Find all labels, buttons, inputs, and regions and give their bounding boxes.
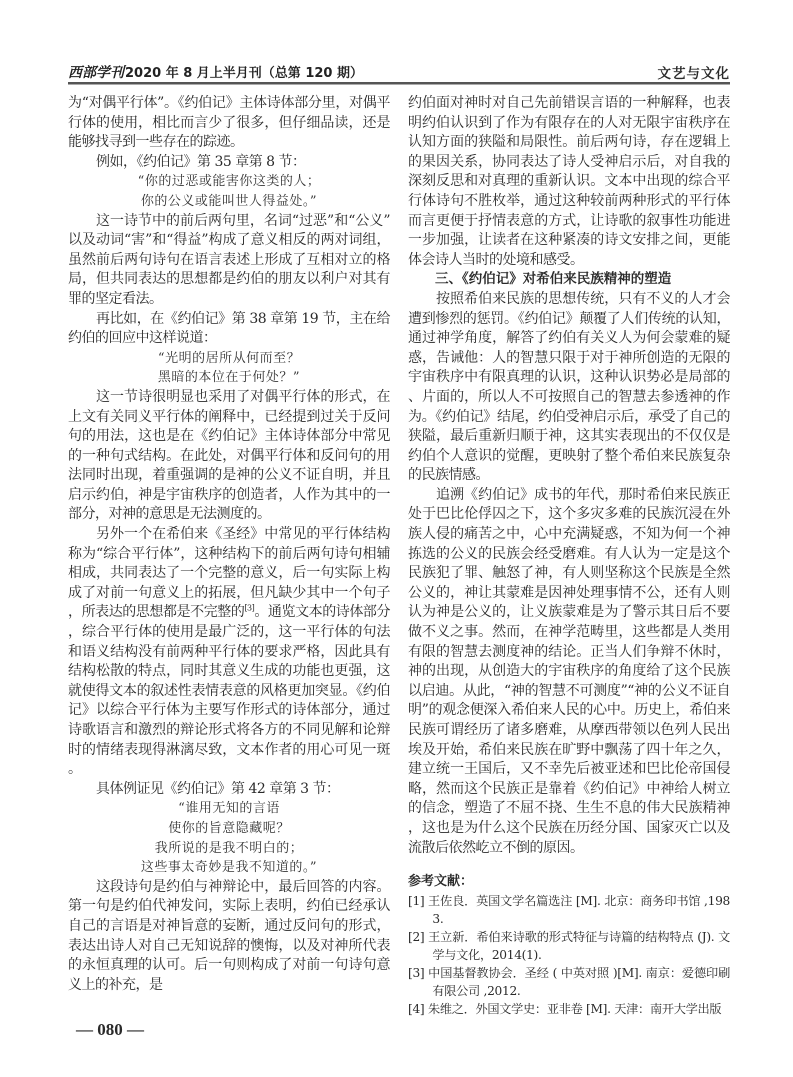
journal-logo: 西部学刊 (68, 65, 124, 81)
reference-item: [4] 朱维之．外国文学史：亚非卷 [M]. 天津：南开大学出版 (408, 1001, 722, 1016)
paragraph: 这一诗节中的前后两句里，名词“过恶”和“公义”以及动词“害”和“得益”构成了意义相反的两对词组，虽然前后两句诗句在语言表述上形成了互相对立的格局，但共同表达的思想都是约伯的朋友以利户对其有罪的坚定看法。 (68, 212, 390, 307)
paragraph: 具体例证见《约伯记》第 42 章第 3 节： (96, 780, 340, 797)
paragraph: 按照希伯来民族的思想传统，只有不义的人才会遭到惨烈的惩罚。《约伯记》颠覆了人们传统的认知，通过神学角度，解答了约伯有关义人为何会蒙难的疑惑，告诫他：人的智慧只限于对于神所创造的无限的宇宙秩序中有限真理的认识，这种认识势必是局部的、片面的，所以人不可按照自己的智慧去参透神的作为。《约伯记》结尾，约伯受神启示后，承受了自己的狭隘，最后重新归顺于神，这其实表现出的不仅仅是约伯个人意识的觉醒，更映射了整个希伯来民族复杂的民族情感。 (408, 290, 730, 484)
left-column (68, 94, 390, 995)
paragraph: 追溯《约伯记》成书的年代，那时希伯来民族正处于巴比伦俘囚之下，这个多灾多难的民族沉浸在外族人侵的痛苦之中，心中充满疑惑，不知为何一个神拣选的公义的民族会经受磨难。有人认为一定是这个民族犯了罪、触怒了神，有人则坚称这个民族是全然公义的，神让其蒙难是因神处理事情不公，还有人则认为神是公义的，让义族蒙难是为了警示其日后不要做不义之事。然而，在神学范畴里，这些都是人类用有限的智慧去测度神的结论。正当人们争辩不休时，神的出现，从创造大的宇宙秩序的角度给了这个民族以启迪。从此，“神的智慧不可测度”“神的公义不证自明”的观念便深入希伯来人民的心中。历史上，希伯来民族可谓经历了诸多磨难，从摩西带领以色列人民出埃及开始，希伯来民族在旷野中飘荡了四十年之久，建立统一王国后，又不幸先后被亚述和巴比伦帝国侵略，然而这个民族正是靠着《约伯记》中神给人树立的信念，塑造了不屈不挠、生生不息的伟大民族精神，这也是为什么这个民族在历经分国、国家灭亡以及流散后依然屹立不倒的原因。 (408, 486, 730, 856)
paragraph: 这一节诗很明显也采用了对偶平行体的形式，在上文有关同义平行体的阐释中，已经提到过关于反问句的用法，这也是在《约伯记》主体诗体部分中常见的一种句式结构。在此处，对偶平行体和反问句的用法同时出现，着重强调的是神的公义不证自明，并且启示约伯，神是宇宙秩序的创造者，人作为其中的一部分，对神的意思是无法测度的。 (68, 388, 390, 523)
section-name: 文艺与文化 (657, 66, 730, 82)
journal-issue (68, 62, 363, 82)
reference-item: [3] 中国基督教协会．圣经 ( 中英对照 )[M]. 南京：爱德印刷有限公司 ,2012. (408, 965, 730, 998)
verse-line: “谁用无知的言语 (178, 801, 280, 817)
reference-item: [1] 王佐良．英国文学名篇选注 [M]. 北京：商务印书馆 ,1983. (408, 893, 730, 926)
references-heading: 参考文献： (408, 874, 474, 890)
verse-line: 这些事太奇妙是我不知道的。” (140, 860, 318, 876)
citation: [3] (244, 603, 255, 613)
verse-line: 我所说的是我不明白的； (154, 840, 304, 856)
verse-line: 你的公义或能叫世人得益处。” (140, 193, 318, 209)
text: 另外一个在希伯来《圣经》中常见的平行体结构称为“综合平行体”，这种结构下的前后两句诗句相辅相成，共同表达了一个完整的意义，后一句实际上构成了对前一句意义上的拓展，但凡缺少其中一个句子，所表达的思想都是不完整的 (68, 526, 390, 621)
paragraph: 再比如，在《约伯记》第 38 章第 19 节，主在给约伯的回应中这样说道： (68, 310, 390, 347)
page-number: — 080 — (76, 1020, 144, 1039)
paragraph: 为“对偶平行体”。《约伯记》主体诗体部分里，对偶平行体的使用，相比而言少了很多，但仔细品读，还是能够找寻到一些存在的踪迹。 (68, 95, 390, 151)
paragraph: 约伯面对神时对自己先前错误言语的一种解释，也表明约伯认识到了作为有限存在的人对无限宇宙秩序在认知方面的狭隘和局限性。前后两句诗，存在逻辑上的果因关系，协同表达了诗人受神启示后，对自我的深刻反思和对真理的重新认识。文本中出现的综合平行体诗句不胜枚举，通过这种较前两种形式的平行体而言更便于抒情表意的方式，让诗歌的叙事性功能进一步加强，让读者在这种紧凑的诗文安排之间，更能体会诗人当时的处境和感受。 (408, 95, 730, 268)
text: 。通览文本的诗体部分，综合平行体的使用是最广泛的，这一平行体的句法和语义结构没有前两种平行体的要求严格，因此具有结构松散的特点，同时其意义生成的功能也更强，这就使得文本的叙述性表情表意的风格更加突显。《约伯记》以综合平行体为主要写作形式的诗体部分，通过诗歌语言和激烈的辩论形式将各方的不同见解和论辩时的情绪表现得淋漓尽致，文本作者的用心可见一斑。 (68, 604, 391, 778)
section-heading: 三、《约伯记》对希伯来民族精神的塑造 (435, 271, 672, 288)
verse-line: 使你的旨意隐藏呢？ (168, 820, 290, 836)
running-header (68, 60, 730, 82)
verse-line: “你的过恶或能害你这类的人； (137, 174, 321, 190)
paragraph (68, 525, 390, 780)
verse-line: 黑暗的本位在于何处？” (157, 370, 301, 386)
issue-info: 2020 年 8 月上半月刊（总第 120 期） (125, 66, 363, 81)
paragraph: 例如，《约伯记》第 35 章第 8 节： (96, 153, 306, 170)
right-column (408, 94, 730, 1018)
paragraph: 这段诗句是约伯与神辩论中，最后回答的内容。第一句是约伯代神发问，实际上表明，约伯已经承认自己的言语是对神旨意的妄断，通过反问句的形式，表达出诗人对自己无知说辞的懊悔，以及对神所代表的永恒真理的认可。后一句则构成了对前一句诗句意义上的补充，是 (68, 878, 390, 993)
verse-line: “光明的居所从何而至？ (157, 350, 301, 366)
header-rule (68, 82, 730, 85)
reference-item: [2] 王立新．希伯来诗歌的形式特征与诗篇的结构特点 (J). 文学与文化，2014(1). (408, 929, 730, 962)
